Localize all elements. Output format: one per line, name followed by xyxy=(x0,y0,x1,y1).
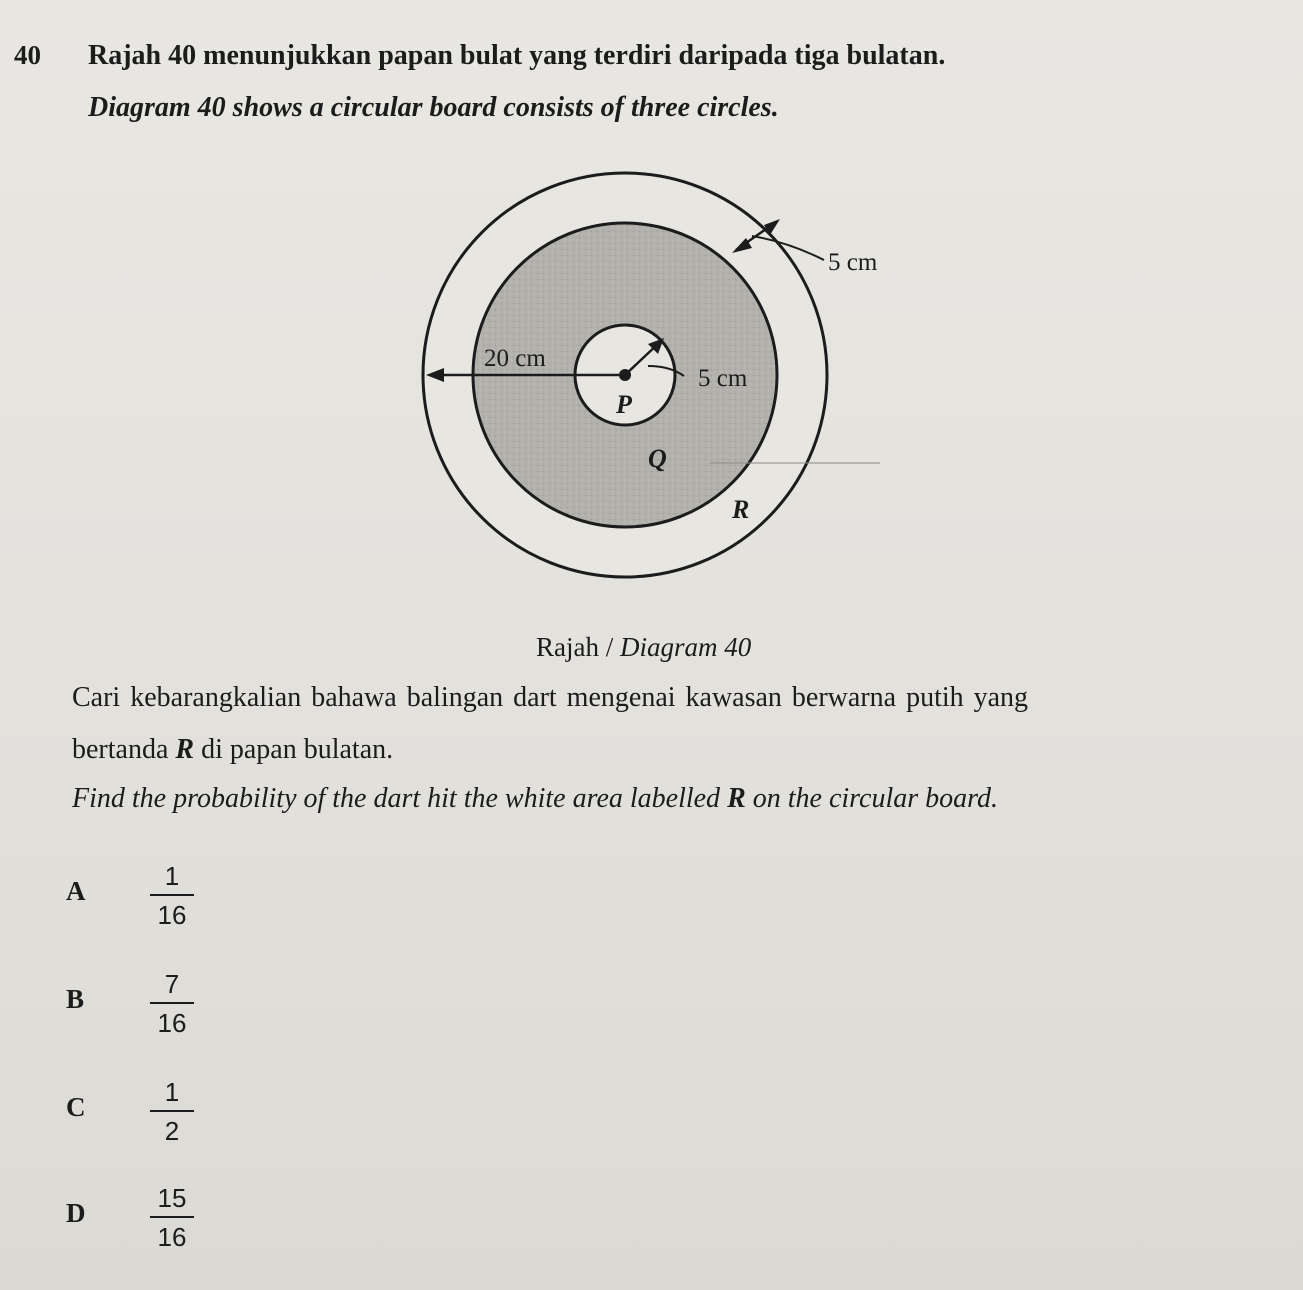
option-d-numerator: 15 xyxy=(157,1183,187,1213)
option-a-fraction xyxy=(150,860,194,931)
prompt-malay-line2-pre: bertanda xyxy=(72,734,176,765)
option-b-letter: B xyxy=(66,984,85,1014)
label-outer-width: 5 cm xyxy=(828,249,878,276)
prompt-malay-line1: Cari kebarangkalian bahawa balingan dart mengenai kawasan berwarna putih yang xyxy=(72,682,1029,713)
diagram-caption xyxy=(536,632,751,663)
option-d[interactable] xyxy=(66,1182,266,1252)
label-center-p: P xyxy=(616,390,632,419)
question-intro-malay: Rajah 40 menunjukkan papan bulat yang terdiri daripada tiga bulatan. xyxy=(88,40,946,71)
label-region-r: R xyxy=(732,495,750,524)
option-d-fraction xyxy=(150,1182,194,1253)
option-b[interactable] xyxy=(66,968,266,1038)
option-b-denominator: 16 xyxy=(157,1008,187,1038)
prompt-english-r-label: R xyxy=(727,783,746,814)
option-b-numerator: 7 xyxy=(164,969,180,999)
caption-english: Diagram 40 xyxy=(619,632,752,662)
option-c-fraction xyxy=(150,1076,194,1147)
option-c[interactable] xyxy=(66,1076,266,1146)
option-c-letter: C xyxy=(66,1092,86,1122)
option-c-fraction-bar xyxy=(150,1110,194,1112)
option-d-letter: D xyxy=(66,1198,86,1228)
option-c-denominator: 2 xyxy=(164,1116,180,1146)
question-number: 40 xyxy=(14,40,41,70)
option-a-denominator: 16 xyxy=(157,900,187,930)
prompt-english-pre: Find the probability of the dart hit the white area labelled xyxy=(72,783,728,814)
label-radius-big: 20 cm xyxy=(484,345,546,372)
prompt-english xyxy=(72,783,998,815)
label-radius-small: 5 cm xyxy=(698,365,748,392)
option-d-denominator: 16 xyxy=(157,1222,187,1252)
caption-malay: Rajah / xyxy=(536,632,620,662)
circular-board-diagram xyxy=(380,170,920,590)
option-b-fraction-bar xyxy=(150,1002,194,1004)
label-region-q: Q xyxy=(648,444,667,473)
prompt-malay-line2-post: di papan bulatan. xyxy=(194,734,394,765)
option-c-numerator: 1 xyxy=(164,1077,180,1107)
prompt-malay-r-label: R xyxy=(175,734,195,765)
option-a-fraction-bar xyxy=(150,894,194,896)
prompt-malay-line2 xyxy=(72,734,393,766)
option-a[interactable] xyxy=(66,860,266,930)
prompt-english-post: on the circular board. xyxy=(745,783,998,814)
option-d-fraction-bar xyxy=(150,1216,194,1218)
question-intro-english: Diagram 40 shows a circular board consists of three circles. xyxy=(88,92,779,123)
option-a-numerator: 1 xyxy=(164,861,180,891)
option-a-letter: A xyxy=(66,876,86,906)
option-b-fraction xyxy=(150,968,194,1039)
